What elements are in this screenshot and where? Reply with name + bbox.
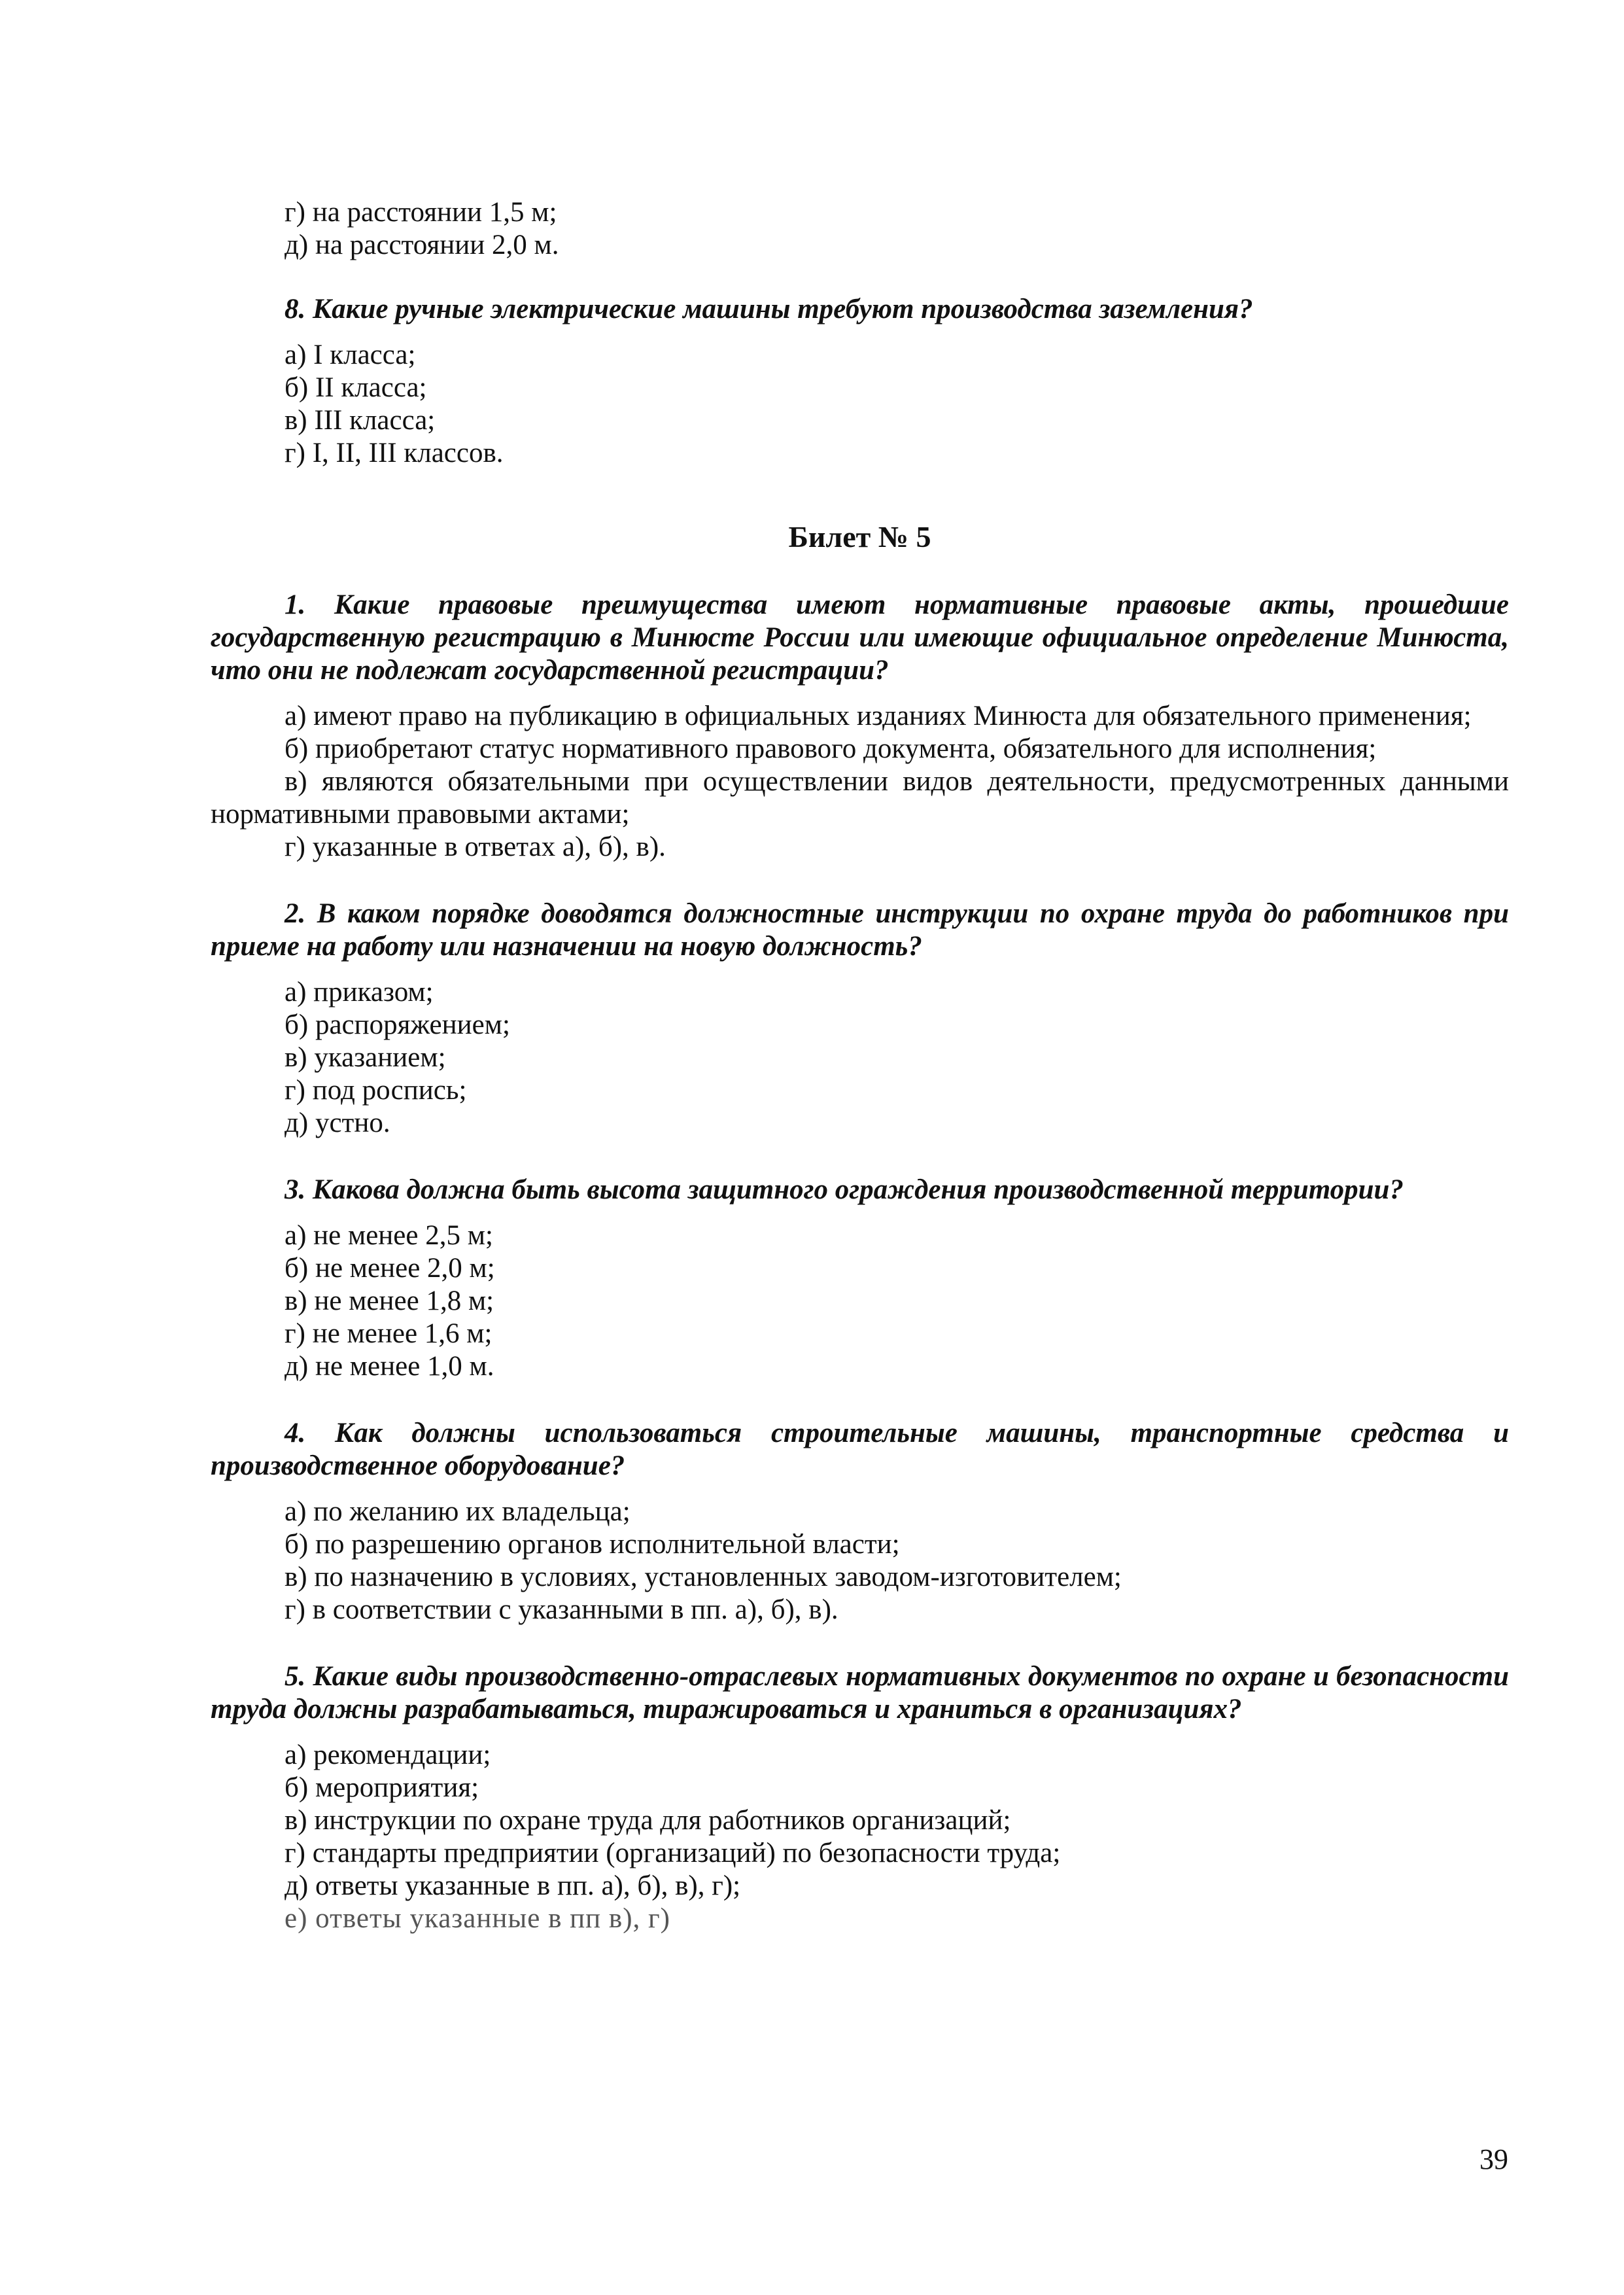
question-text: 4. Как должны использоваться строительные машины, транспортные средства и производственное оборудование? bbox=[211, 1418, 1509, 1481]
answer-option: б) не менее 2,0 м; bbox=[285, 1253, 495, 1284]
answer-option: е) ответы указанные в пп в), г) bbox=[285, 1903, 670, 1934]
answer-option: в) не менее 1,8 м; bbox=[285, 1286, 494, 1316]
answer-option: г) на расстоянии 1,5 м; bbox=[285, 197, 557, 228]
answer-option: в) по назначению в условиях, установленных заводом-изготовителем; bbox=[285, 1562, 1122, 1592]
ticket-question-3 bbox=[211, 1174, 1509, 1383]
document-page bbox=[211, 196, 1509, 1935]
ticket-question-2 bbox=[211, 898, 1509, 1140]
question-text: 2. В каком порядке доводятся должностные инструкции по охране труда до работников при приеме на работу или назначении на новую должность? bbox=[211, 898, 1509, 962]
answer-option: а) рекомендации; bbox=[285, 1740, 491, 1770]
previous-question-continuation bbox=[211, 196, 1509, 262]
answer-option: а) не менее 2,5 м; bbox=[285, 1220, 493, 1251]
question-8 bbox=[211, 293, 1509, 470]
question-text: 5. Какие виды производственно-отраслевых нормативных документов по охране и безопасности труда должны разрабатываться, тиражироваться и храниться в организациях? bbox=[211, 1661, 1509, 1725]
answer-option: в) III класса; bbox=[285, 405, 436, 436]
answer-option: б) мероприятия; bbox=[285, 1772, 479, 1803]
question-text: 1. Какие правовые преимущества имеют нормативные правовые акты, прошедшие государственную регистрацию в Минюсте России или имеющие официальное определение Минюста, что они не подлежат государственной регистрации? bbox=[211, 589, 1509, 686]
answer-option: а) I класса; bbox=[285, 340, 416, 370]
answer-option: в) являются обязательными при осуществлении видов деятельности, предусмотренных данными нормативными правовыми актами; bbox=[211, 766, 1509, 830]
answer-option: д) устно. bbox=[285, 1108, 390, 1138]
answer-option: г) под роспись; bbox=[285, 1075, 467, 1106]
answer-option: б) приобретают статус нормативного правового документа, обязательного для исполнения; bbox=[285, 733, 1377, 764]
answer-option: г) указанные в ответах а), б), в). bbox=[285, 832, 666, 862]
ticket-title: Билет № 5 bbox=[788, 520, 931, 553]
answer-option: а) имеют право на публикацию в официальных изданиях Минюста для обязательного применения; bbox=[285, 701, 1472, 731]
page-number: 39 bbox=[1479, 2143, 1508, 2175]
ticket-question-5 bbox=[211, 1660, 1509, 1935]
answer-option: б) II класса; bbox=[285, 372, 427, 403]
answer-option: б) распоряжением; bbox=[285, 1009, 510, 1040]
answer-option: в) инструкции по охране труда для работников организаций; bbox=[285, 1805, 1011, 1836]
answer-option: д) на расстоянии 2,0 м. bbox=[285, 230, 559, 260]
answer-option: в) указанием; bbox=[285, 1042, 446, 1073]
answer-option: д) ответы указанные в пп. а), б), в), г); bbox=[285, 1870, 741, 1901]
answer-option: г) I, II, III классов. bbox=[285, 438, 504, 468]
question-text: 3. Какова должна быть высота защитного ограждения производственной территории? bbox=[285, 1174, 1404, 1205]
answer-option: г) в соответствии с указанными в пп. а), б), в). bbox=[285, 1594, 838, 1625]
ticket-question-4 bbox=[211, 1417, 1509, 1626]
ticket-question-1 bbox=[211, 589, 1509, 864]
answer-option: г) не менее 1,6 м; bbox=[285, 1318, 492, 1349]
answer-option: г) стандарты предприятии (организаций) по безопасности труда; bbox=[285, 1838, 1061, 1868]
answer-option: а) по желанию их владельца; bbox=[285, 1496, 631, 1527]
answer-option: а) приказом; bbox=[285, 977, 434, 1007]
answer-option: б) по разрешению органов исполнительной власти; bbox=[285, 1529, 900, 1560]
answer-option: д) не менее 1,0 м. bbox=[285, 1351, 494, 1382]
question-text: 8. Какие ручные электрические машины требуют производства заземления? bbox=[285, 294, 1253, 324]
